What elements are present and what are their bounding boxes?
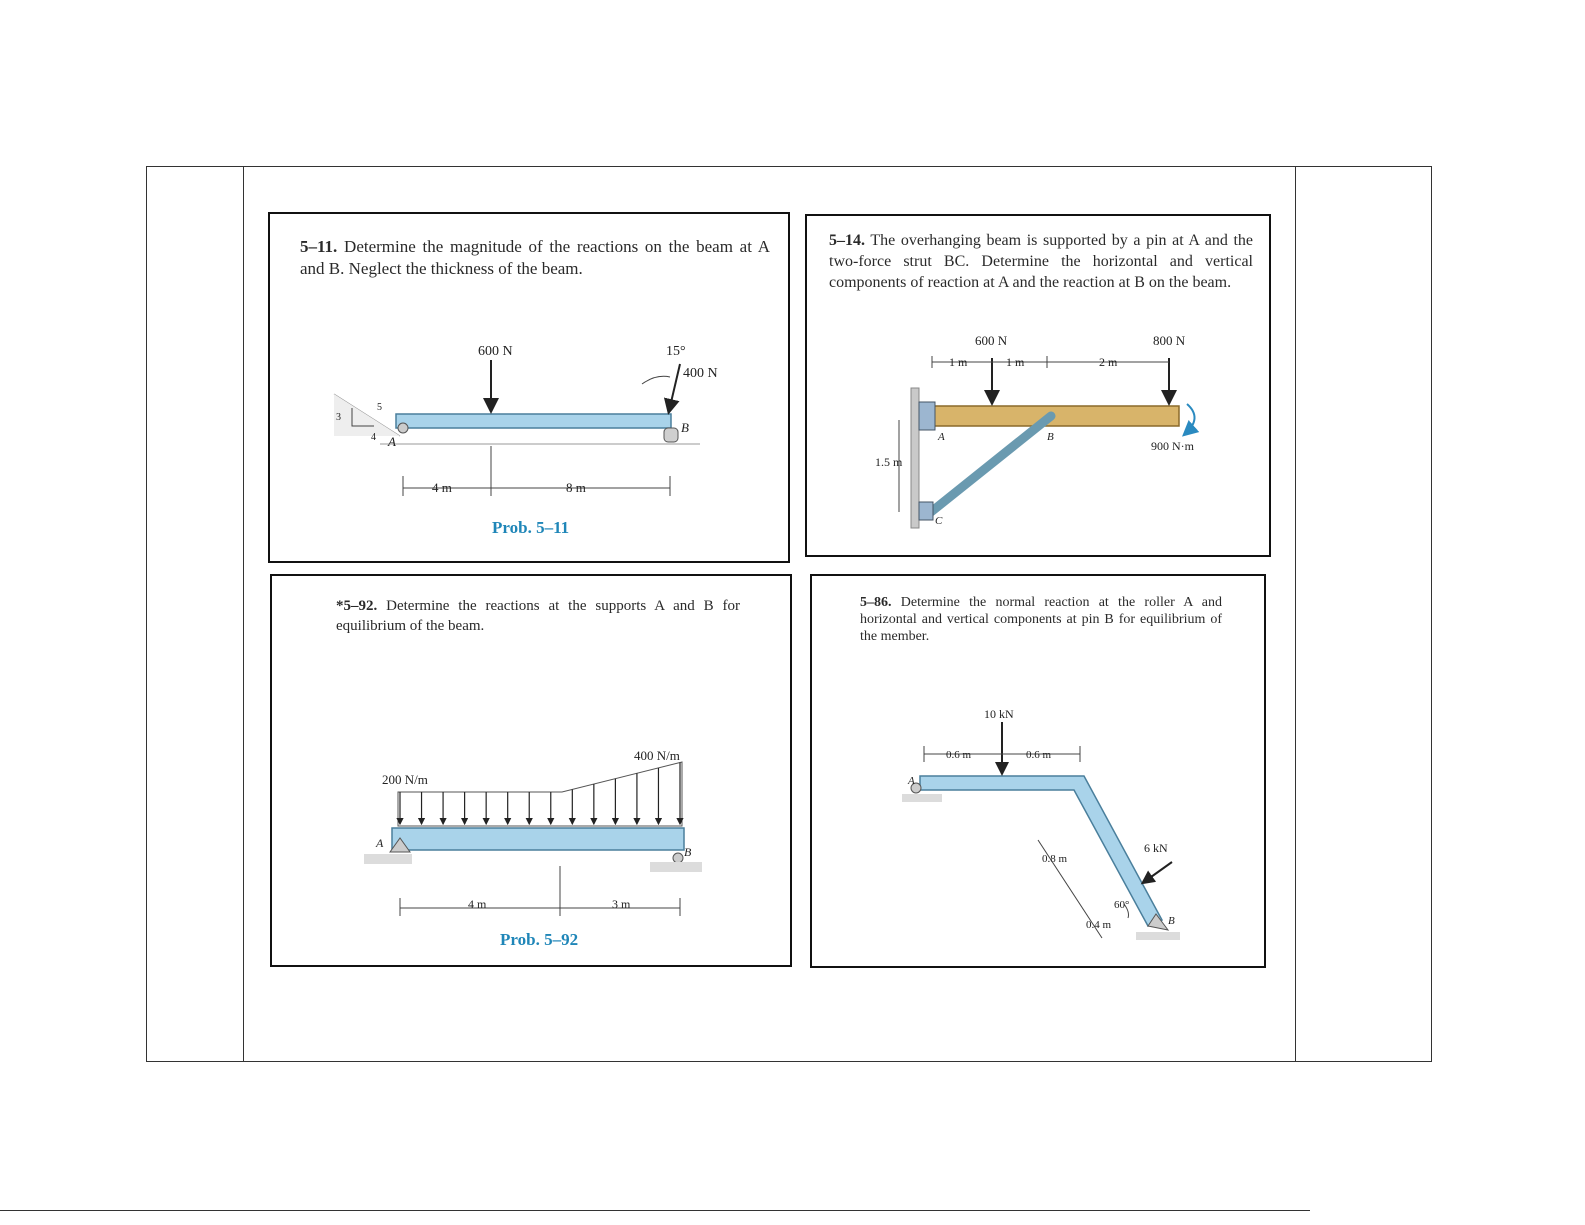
label-60deg: 60° [1114,899,1130,911]
dim-1-5m: 1.5 m [875,455,903,469]
label-15deg: 15° [666,344,686,359]
pin-c-bracket [919,502,933,520]
label-400n: 400 N [683,366,718,381]
beam [392,828,684,850]
problem-5-86-diagram [812,576,1268,970]
label-b: B [1047,431,1054,443]
figure-caption: Prob. 5–92 [500,930,579,949]
bottom-rule [0,1210,1310,1211]
label-b: B [684,845,692,859]
dim-4m: 4 m [468,897,487,911]
dim-0-4m: 0.4 m [1086,919,1112,931]
label-a: A [908,775,915,787]
dim-3m: 3 m [612,897,631,911]
label-a: A [938,431,945,443]
label-10kn: 10 kN [984,707,1014,721]
slope-5: 5 [377,402,382,413]
problem-5-92-diagram [272,576,794,969]
label-800n: 800 N [1153,333,1186,348]
support-b-roller [664,428,678,442]
label-6kn: 6 kN [1144,841,1168,855]
dim-1m-first: 1 m [949,355,968,369]
dim-1m-second: 1 m [1006,355,1025,369]
label-400nm: 400 N/m [634,748,680,763]
slope-3: 3 [336,412,341,423]
label-b: B [1168,915,1175,927]
problem-number: 5–11. [300,237,338,256]
dim-4m: 4 m [432,480,452,495]
problem-text: Determine the normal reaction at the roller A and horizontal and vertical components at pin B for equilibrium of the member. [860,595,1223,644]
dim-2m: 2 m [1099,355,1118,369]
problem-text: Determine the magnitude of the reactions on the beam at A and B. Neglect the thickness of the beam. [300,237,771,278]
problem-5-86-panel [810,574,1266,968]
table-column-divider-right [1295,167,1296,1061]
problem-5-14-panel [805,214,1271,557]
beam [396,414,671,428]
problem-number: *5–92. [336,598,378,614]
problem-text: Determine the reactions at the supports A and B for equilibrium of the beam. [336,598,741,634]
problem-5-11-diagram [270,214,792,565]
moment-arrow [1185,404,1195,434]
problem-5-11-panel [268,212,790,563]
label-c: C [935,515,943,527]
label-a: A [388,434,396,449]
problem-5-14-diagram [807,216,1273,559]
label-600n: 600 N [975,333,1008,348]
figure-caption: Prob. 5–11 [492,518,570,537]
load-6kn-arrow [1144,862,1172,882]
dim-0-8m: 0.8 m [1042,853,1068,865]
label-moment: 900 N·m [1151,439,1194,453]
strut-bc [931,416,1051,512]
dim-0-6m-first: 0.6 m [946,749,972,761]
label-a: A [376,836,384,850]
problem-5-92-panel [270,574,792,967]
wood-beam [933,406,1179,426]
wall [911,388,919,528]
label-200nm: 200 N/m [382,772,428,787]
table-column-divider-left [243,167,244,1061]
problem-text: The overhanging beam is supported by a pin at A and the two-force strut BC. Determine the horizontal and vertical components of reaction at A and the reaction at B on the beam. [829,232,1253,291]
dim-0-6m-second: 0.6 m [1026,749,1052,761]
support-a-pin [398,423,408,433]
problem-number: 5–14. [829,232,865,249]
distributed-load-arrows [400,763,680,825]
label-b: B [681,420,689,435]
load-400-arrow [669,364,680,411]
dim-8m: 8 m [566,480,586,495]
support-b-roller [673,853,683,863]
label-600n: 600 N [478,344,513,359]
distributed-load-outline [398,762,682,826]
slope-4: 4 [371,432,376,443]
pin-a-bracket [919,402,935,430]
problem-number: 5–86. [860,595,892,610]
